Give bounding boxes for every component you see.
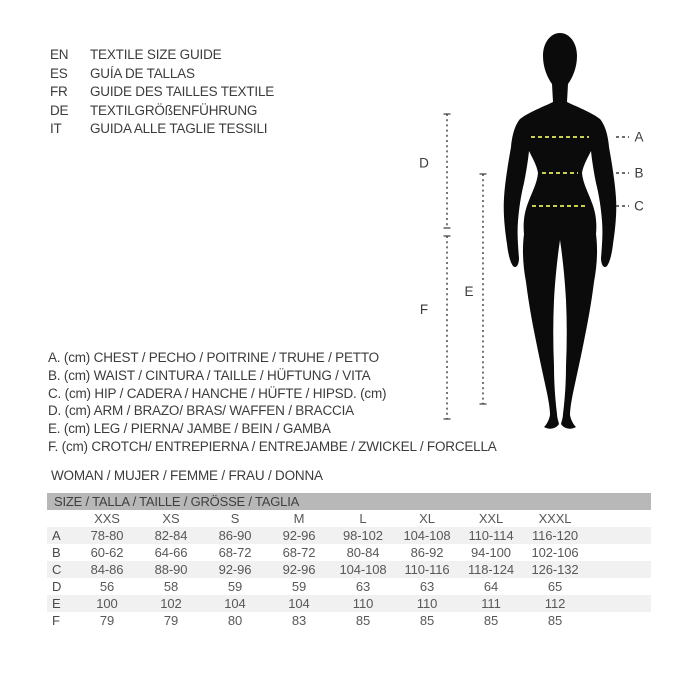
column-header-xxxl: XXXL [538,511,572,526]
measure-label-d: D [419,155,429,171]
measure-label-c: C [634,198,644,214]
size-cell: 79 [163,613,179,628]
size-cell: 85 [547,613,563,628]
column-header-xs: XS [162,511,180,526]
language-title-block [50,46,274,139]
size-table [47,493,651,629]
legend-item-leg: E. (cm) LEG / PIERNA/ JAMBE / BEIN / GAMBA [48,421,331,437]
legend-item-waist: B. (cm) WAIST / CINTURA / TAILLE / HÜFTUNG / VITA [48,367,371,383]
size-cell: 104-108 [339,562,387,577]
lang-code: EN [50,47,69,62]
table-row-d [47,578,651,595]
size-cell: 64 [483,579,499,594]
size-cell: 92-96 [282,562,316,577]
table-row-a [47,527,651,544]
lang-row-es [50,65,274,84]
legend-item-hip: C. (cm) HIP / CADERA / HANCHE / HÜFTE / HIPSD. (cm) [48,385,387,401]
column-header-xxl: XXL [478,511,504,526]
lang-row-fr [50,83,274,102]
size-cell: 111 [481,596,501,611]
size-cell: 63 [419,579,435,594]
size-cell: 60-62 [90,545,124,560]
size-cell: 59 [291,579,307,594]
row-label: E [52,596,61,611]
column-header-l: L [359,511,367,526]
filler-cell [587,527,651,544]
column-header-xxs: XXS [94,511,120,526]
row-label: A [52,528,61,543]
size-cell: 86-92 [410,545,444,560]
size-cell: 85 [483,613,499,628]
table-row-e [47,595,651,612]
lang-title: TEXTILGRÖßENFÜHRUNG [90,102,258,118]
size-cell: 64-66 [154,545,188,560]
size-cell: 82-84 [154,528,188,543]
table-row-f [47,612,651,629]
measure-label-f: F [419,302,429,317]
table-row-c [47,561,651,578]
lang-title: GUÍA DE TALLAS [90,65,195,81]
filler-cell [587,561,651,578]
column-header-s: S [230,511,240,526]
size-cell: 94-100 [471,545,511,560]
filler-cell [587,510,651,527]
legend-item-chest: A. (cm) CHEST / PECHO / POITRINE / TRUHE / PETTO [48,350,379,365]
size-cell: 118-124 [467,562,515,577]
table-group-title: WOMAN / MUJER / FEMME / FRAU / DONNA [51,468,323,483]
size-cell: 58 [163,579,179,594]
filler-cell [587,612,651,629]
row-label: D [52,579,62,594]
filler-cell [587,595,651,612]
filler-cell [587,578,651,595]
measure-label-e: E [464,284,474,299]
size-cell: 104 [288,596,310,611]
lang-title: GUIDA ALLE TAGLIE TESSILI [90,121,268,136]
size-cell: 100 [96,596,118,611]
size-cell: 112 [544,596,566,611]
size-cell: 85 [355,613,371,628]
woman-silhouette-icon [504,33,617,429]
size-cell: 80 [227,613,243,628]
legend-item-crotch: F. (cm) CROTCH/ ENTREPIERNA / ENTREJAMBE / ZWICKEL / FORCELLA [48,438,497,454]
corner-cell [47,510,75,527]
size-cell: 56 [99,579,115,594]
size-cell: 85 [419,613,435,628]
size-cell: 110 [352,596,374,611]
table-row-b [47,544,651,561]
column-header-row [47,510,651,527]
size-cell: 102-106 [531,545,579,560]
measure-label-a: A [634,129,644,145]
size-cell: 68-72 [218,545,252,560]
size-cell: 110-116 [404,562,450,577]
row-label: B [52,545,61,560]
arm-measure-line [419,114,450,228]
size-cell: 86-90 [218,528,252,543]
size-cell: 110-114 [468,528,514,543]
legend-item-arm: D. (cm) ARM / BRAZO/ BRAS/ WAFFEN / BRACCIA [48,403,354,419]
lang-title: GUIDE DES TAILLES TEXTILE [90,84,275,99]
size-cell: 104 [224,596,246,611]
size-cell: 63 [355,579,371,594]
lang-code: IT [50,121,62,136]
size-cell: 65 [547,579,563,594]
size-cell: 84-86 [90,562,124,577]
size-cell: 79 [99,613,115,628]
size-cell: 116-120 [531,528,579,543]
size-cell: 102 [160,596,182,611]
size-cell: 126-132 [531,562,579,577]
size-cell: 59 [227,579,243,594]
size-cell: 83 [291,613,307,628]
row-label: C [52,562,62,577]
measure-label-b: B [634,165,644,181]
size-header-bar: SIZE / TALLA / TAILLE / GRÖSSE / TAGLIA [47,493,651,510]
column-header-m: M [293,511,305,526]
lang-row-de [50,102,274,121]
lang-code: FR [50,84,68,99]
size-cell: 68-72 [282,545,316,560]
lang-row-it [50,120,274,139]
size-cell: 92-96 [218,562,252,577]
lang-row-en [50,46,274,65]
column-header-xl: XL [419,511,435,526]
size-cell: 92-96 [282,528,316,543]
size-cell: 78-80 [90,528,124,543]
size-cell: 110 [416,596,438,611]
size-cell: 98-102 [343,528,383,543]
filler-cell [587,544,651,561]
measurement-legend [48,349,497,456]
row-label: F [52,613,60,628]
lang-code: ES [50,65,68,81]
size-cell: 80-84 [346,545,380,560]
lang-code: DE [50,102,69,118]
lang-title: TEXTILE SIZE GUIDE [90,47,222,62]
size-cell: 104-108 [403,528,451,543]
size-cell: 88-90 [154,562,188,577]
